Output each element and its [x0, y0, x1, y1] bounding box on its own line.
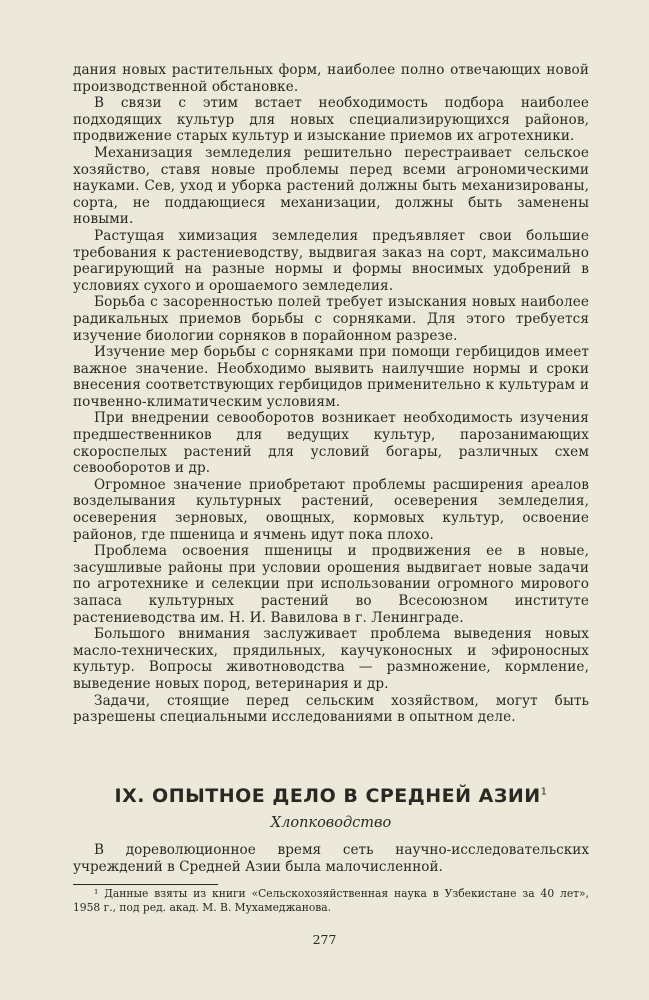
paragraph: Большого внимания заслуживает проблема выведения новых масло-технических, прядильных, каучуконосных и эфироносных культур. Вопросы животноводства — размножение, кормление, выведение новых пород, ветеринария и др.	[73, 626, 589, 692]
paragraph: Борьба с засоренностью полей требует изыскания новых наиболее радикальных приемов борьбы с сорняками. Для этого требуется изучение биологии сорняков в порайонном разрезе.	[73, 294, 589, 344]
section-heading-text: IX. ОПЫТНОЕ ДЕЛО В СРЕДНЕЙ АЗИИ	[114, 785, 541, 807]
paragraph: Проблема освоения пшеницы и продвижения ее в новые, засушливые районы при условии орошения выдвигает новые задачи по агротехнике и селекции при использовании огромного мирового запаса культурных растений во Всесоюзном институте растениеводства им. Н. И. Вавилова в г. Ленинграде.	[73, 543, 589, 626]
paragraph: При внедрении севооборотов возникает необходимость изучения предшественников для ведущих культур, парозанимающих скороспелых растений для условий богары, различных схем севооборотов и др.	[73, 410, 589, 477]
section-subheading: Хлопководство	[270, 815, 392, 831]
paragraph: Растущая химизация земледелия предъявляет свои большие требования к растениеводству, выдвигая заказ на сорт, максимально реагирующий на разные нормы и формы вносимых удобрений в условиях сухого и орошаемого земледелия.	[73, 227, 589, 294]
paragraph: В дореволюционное время сеть научно-исследовательских учреждений в Средней Азии была малочисленной.	[73, 842, 589, 875]
footnote-marker: 1	[540, 786, 548, 798]
paragraph: Изучение мер борьбы с сорняками при помощи гербицидов имеет важное значение. Необходимо выявить наилучшие нормы и сроки внесения соответствующих гербицидов применительно к культурам и почвенно-климатическим условиям.	[73, 344, 589, 410]
paragraph: В связи с этим встает необходимость подбора наиболее подходящих культур для новых специализирующихся районов, продвижение старых культур и изыскание приемов их агротехники.	[73, 95, 589, 145]
paragraph: дания новых растительных форм, наиболее полно отвечающих новой производственной обстановке.	[73, 62, 589, 95]
body-text	[73, 62, 589, 726]
footnote-text: ¹ Данные взяты из книги «Сельскохозяйственная наука в Узбекистане за 40 лет», 1958 г., под ред. акад. М. В. Мухамеджанова.	[73, 887, 589, 914]
page-number: 277	[312, 932, 337, 947]
paragraph: Механизация земледелия решительно перестраивает сельское хозяйство, ставя новые проблемы перед всеми агрономическими науками. Сев, уход и уборка растений должны быть механизированы, сорта, не поддающиеся механизации, должны быть заменены новыми.	[73, 144, 589, 228]
footnote-divider	[73, 884, 218, 885]
paragraph: Огромное значение приобретают проблемы расширения ареалов возделывания культурных растений, осеверения земледелия, осеверения зерновых, овощных, кормовых культур, освоение районов, где пшеница и ячмень идут пока плохо.	[73, 476, 589, 543]
paragraph: Задачи, стоящие перед сельским хозяйством, могут быть разрешены специальными исследованиями в опытном деле.	[73, 692, 589, 726]
section-body	[73, 842, 589, 875]
footnote	[73, 887, 589, 915]
section-heading	[73, 785, 589, 807]
